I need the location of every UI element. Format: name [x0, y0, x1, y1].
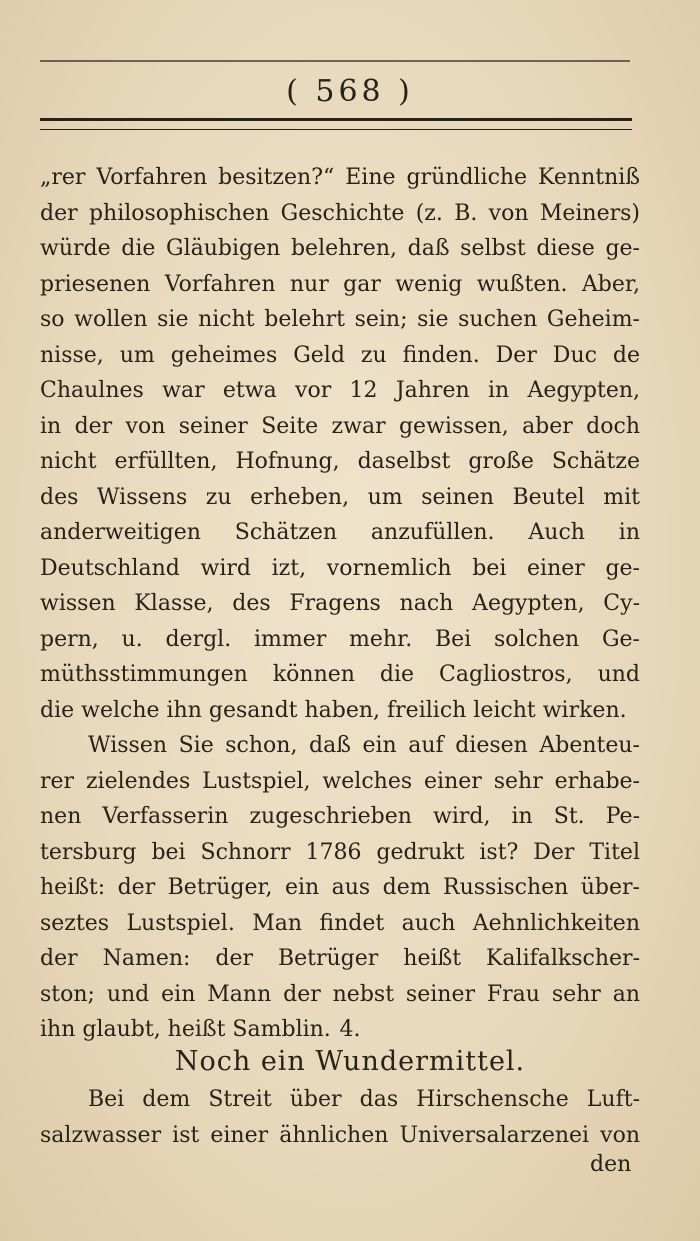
- text-line: nicht erfüllten, Hofnung, daselbst große Schätze: [40, 449, 640, 474]
- text-line: Bei dem Streit über das Hirschensche Luft-: [88, 1087, 640, 1112]
- text-line: müthsstimmungen können die Cagliostros, und: [40, 662, 640, 687]
- section-body-text: [40, 1082, 640, 1153]
- text-line: der Namen: der Betrüger heißt Kalifalkscher-: [40, 946, 640, 971]
- text-line: pern, u. dergl. immer mehr. Bei solchen Ge-: [40, 626, 640, 652]
- text-line: ston; und ein Mann der nebst seiner Frau sehr an: [40, 981, 640, 1007]
- body-text: [40, 160, 640, 1048]
- text-line: in der von seiner Seite zwar gewissen, aber doch: [40, 413, 640, 439]
- text-line: rer zielendes Lustspiel, welches einer sehr erhabe-: [40, 768, 640, 794]
- text-line: nisse, um geheimes Geld zu finden. Der Duc de: [40, 342, 640, 368]
- text-line: heißt: der Betrüger, ein aus dem Russischen über-: [40, 875, 640, 900]
- text-line: würde die Gläubigen belehren, daß selbst diese ge-: [40, 236, 640, 261]
- text-line: Chaulnes war etwa vor 12 Jahren in Aegypten,: [40, 378, 640, 403]
- text-line: seztes Lustspiel. Man findet auch Aehnlichkeiten: [40, 910, 640, 936]
- text-line: „rer Vorfahren besitzen?“ Eine gründliche Kenntniß: [40, 165, 640, 190]
- text-line: nen Verfasserin zugeschrieben wird, in St. Pe-: [40, 804, 640, 829]
- text-line: salzwasser ist einer ähnlichen Universalarzenei von: [40, 1122, 640, 1148]
- section-number: 4.: [339, 1017, 361, 1042]
- header-double-rule: [40, 118, 632, 130]
- text-line: wissen Klasse, des Fragens nach Aegypten, Cy-: [40, 591, 640, 616]
- text-line: Deutschland wird izt, vornemlich bei einer ge-: [40, 555, 640, 581]
- text-line: die welche ihn gesandt haben, freilich leicht wirken.: [40, 697, 627, 723]
- text-line: Wissen Sie schon, daß ein auf diesen Abenteu-: [88, 733, 640, 758]
- text-line: so wollen sie nicht belehrt sein; sie suchen Geheim-: [40, 307, 640, 332]
- section-title: Noch ein Wundermittel.: [174, 1046, 526, 1077]
- text-line: tersburg bei Schnorr 1786 gedrukt ist? Der Titel: [40, 839, 640, 865]
- text-line: der philosophischen Geschichte (z. B. von Meiners): [40, 200, 640, 226]
- catchword: den: [590, 1152, 632, 1177]
- text-line: ihn glaubt, heißt Samblin.: [40, 1017, 331, 1042]
- page-number: ( 568 ): [286, 74, 414, 109]
- text-line: anderweitigen Schätzen anzufüllen. Auch in: [40, 520, 640, 545]
- text-line: des Wissens zu erheben, um seinen Beutel mit: [40, 484, 640, 510]
- text-line: priesenen Vorfahren nur gar wenig wußten. Aber,: [40, 271, 640, 297]
- top-rule: [40, 60, 630, 62]
